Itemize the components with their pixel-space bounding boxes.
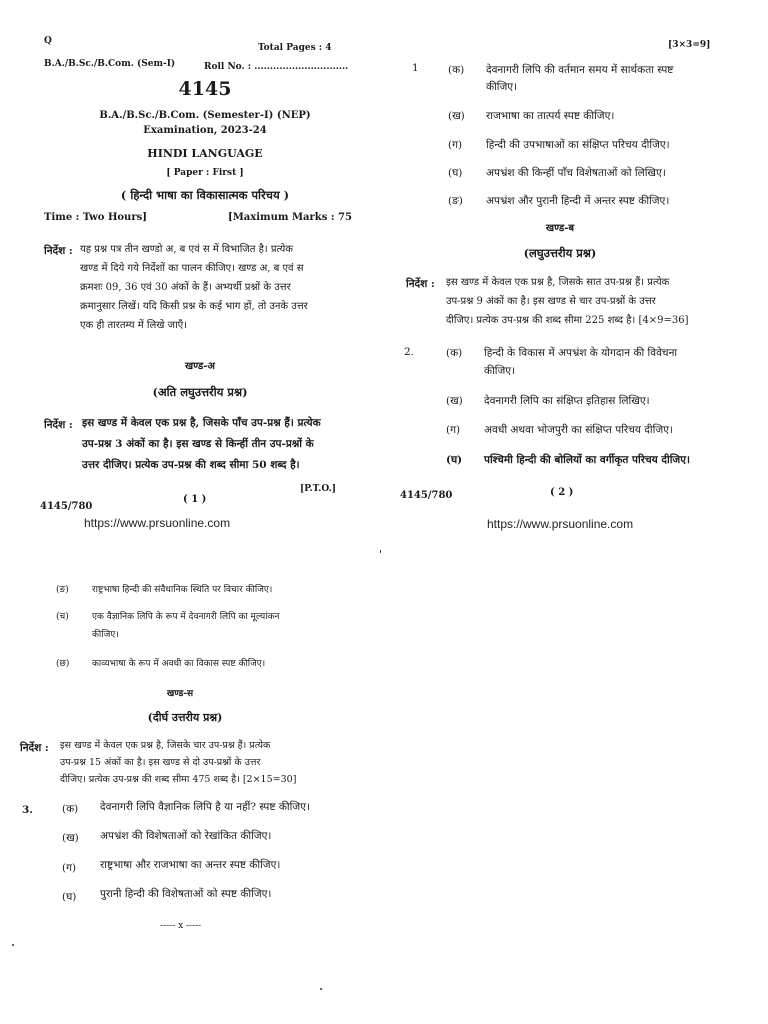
q2-item-text: देवनागरी लिपि का संक्षिप्त इतिहास लिखिए। xyxy=(484,395,650,407)
instruction-line: क्रमानुसार लिखें। यदि किसी प्रश्न के कई भाग हों, तो उनके उत्तर xyxy=(80,301,308,312)
end-of-paper-mark: ----- x ----- xyxy=(160,921,202,931)
section-b-instructions xyxy=(446,273,688,330)
instruction-line: इस खण्ड में केवल एक प्रश्न है, जिसके पाँच उप-प्रश्न हैं। प्रत्येक xyxy=(82,417,321,429)
scan-speck xyxy=(380,550,381,553)
pto-mark: [P.T.O.] xyxy=(300,484,337,494)
section-b-heading: खण्ड-ब xyxy=(545,223,575,234)
page-2-url: https://www.prsuonline.com xyxy=(487,517,634,531)
page-1-url: https://www.prsuonline.com xyxy=(84,516,231,530)
section-c-instruction-label: निर्देश : xyxy=(20,742,49,754)
question-2-number: 2. xyxy=(404,346,415,358)
general-instructions xyxy=(80,240,308,335)
section-c-subheading: (दीर्घ उत्तरीय प्रश्न) xyxy=(147,711,223,724)
q2-item-text: कीजिए। xyxy=(484,365,516,377)
q1-item-text: कीजिए। xyxy=(486,81,518,93)
paper-title: ( हिन्दी भाषा का विकासात्मक परिचय ) xyxy=(120,188,290,202)
q2-item-text: राष्ट्रभाषा हिन्दी की संवैधानिक स्थिति पर विचार कीजिए। xyxy=(92,585,273,595)
q3-item-text: देवनागरी लिपि वैज्ञानिक लिपि है या नहीं? स्पष्ट कीजिए। xyxy=(100,801,310,813)
instruction-line: दीजिए। प्रत्येक उप-प्रश्न की शब्द सीमा 475 शब्द है। [2×15=30] xyxy=(60,774,297,785)
page-2-code: 4145/780 xyxy=(400,490,453,501)
q3-item-label-gha: (घ) xyxy=(62,891,77,903)
q3-item-text: अपभ्रंश की विशेषताओं को रेखांकित कीजिए। xyxy=(100,830,272,842)
paper-number: [ Paper : First ] xyxy=(166,168,244,178)
section-a-marks: [3×3=9] xyxy=(668,40,711,50)
paper-code: 4145 xyxy=(178,78,232,100)
q1-item-label-gha: (घ) xyxy=(448,167,463,179)
instruction-line: क्रमशः 09, 36 एवं 30 अंकों के हैं। अभ्यर्थी प्रश्नों के उत्तर xyxy=(80,282,291,293)
page-number-2: ( 2 ) xyxy=(550,487,574,498)
instruction-label: निर्देश : xyxy=(44,245,73,257)
section-b-subheading: (लघुउत्तरीय प्रश्न) xyxy=(523,246,597,260)
instruction-line: यह प्रश्न पत्र तीन खण्डो अ, ब एवं स में विभाजित है। प्रत्येक xyxy=(80,244,293,255)
q1-item-label-ka: (क) xyxy=(448,64,465,76)
q1-item-text: देवनागरी लिपि की वर्तमान समय में सार्थकता स्पष्ट xyxy=(486,64,674,76)
q3-item-text: पुरानी हिन्दी की विशेषताओं को स्पष्ट कीजिए। xyxy=(100,888,272,900)
roll-number: Roll No. : .............................. xyxy=(204,62,349,72)
q2-item-text: कीजिए। xyxy=(92,630,119,640)
q2-item-text: अवधी अथवा भोजपुरी का संक्षिप्त परिचय दीजिए। xyxy=(484,424,673,436)
section-a-heading: खण्ड-अ xyxy=(184,361,216,372)
q2-item-text: हिन्दी के विकास में अपभ्रंश के योगदान की विवेचना xyxy=(484,347,678,359)
maximum-marks: [Maximum Marks : 75 xyxy=(228,212,352,223)
instruction-line: दीजिए। प्रत्येक उप-प्रश्न की शब्द सीमा 225 शब्द है। [4×9=36] xyxy=(446,315,689,326)
q2-item-text: काव्यभाषा के रूप में अवधी का विकास स्पष्ट कीजिए। xyxy=(92,659,266,669)
q1-item-label-kha: (ख) xyxy=(448,110,465,122)
instruction-line: उप-प्रश्न 15 अंकों का है। इस खण्ड से दो उप-प्रश्नों के उत्तर xyxy=(60,757,261,768)
q2-item-label-kha: (ख) xyxy=(446,395,463,407)
section-c-heading: खण्ड-स xyxy=(166,689,194,699)
section-a-subheading: (अति लघुउत्तरीय प्रश्न) xyxy=(152,385,248,399)
q2-item-label-ga: (ग) xyxy=(446,424,461,436)
instruction-line: उप-प्रश्न 3 अंकों का है। इस खण्ड से किन्हीं तीन उप-प्रश्नों के xyxy=(82,438,314,450)
q2-item-label-cha: (च) xyxy=(56,612,69,622)
total-pages: Total Pages : 4 xyxy=(258,43,332,53)
q2-item-label-chha: (छ) xyxy=(56,659,70,669)
instruction-line: एक ही तारतम्य में लिखे जाएँ। xyxy=(80,320,187,331)
q1-item-text: हिन्दी की उपभाषाओं का संक्षिप्त परिचय दीजिए। xyxy=(486,139,670,151)
instruction-line: उत्तर दीजिए। प्रत्येक उप-प्रश्न की शब्द सीमा 50 शब्द है। xyxy=(82,459,300,471)
q1-item-label-nga: (ङ) xyxy=(448,195,463,207)
section-a-instruction-label: निर्देश : xyxy=(44,419,73,431)
section-b-instruction-label: निर्देश : xyxy=(406,278,435,290)
q1-item-text: अपभ्रंश और पुरानी हिन्दी में अन्तर स्पष्ट कीजिए। xyxy=(486,195,670,207)
course-line: B.A./B.Sc./B.Com. (Sem-I) xyxy=(44,59,176,69)
subject-title: HINDI LANGUAGE xyxy=(147,147,263,160)
q3-item-label-ka: (क) xyxy=(62,803,79,815)
instruction-line: उप-प्रश्न 9 अंकों का है। इस खण्ड से चार उप-प्रश्नों के उत्तर xyxy=(446,296,656,307)
q1-item-text: अपभ्रंश की किन्हीं पाँच विशेषताओं को लिखिए। xyxy=(486,167,666,179)
instruction-line: इस खण्ड में केवल एक प्रश्न है, जिसके सात उप-प्रश्न हैं। प्रत्येक xyxy=(446,277,670,288)
page-number-1: ( 1 ) xyxy=(183,494,207,505)
page-1-code: 4145/780 xyxy=(40,501,93,512)
exam-year: Examination, 2023-24 xyxy=(143,125,267,136)
q2-item-label-ka: (क) xyxy=(446,347,463,359)
section-a-instructions xyxy=(82,413,321,476)
q3-item-label-kha: (ख) xyxy=(62,832,79,844)
course-full: B.A./B.Sc./B.Com. (Semester-I) (NEP) xyxy=(99,110,311,121)
q1-item-text: राजभाषा का तात्पर्य स्पष्ट कीजिए। xyxy=(486,110,615,122)
q2-item-label-nga: (ङ) xyxy=(56,585,69,595)
q2-item-label-gha: (घ) xyxy=(446,454,463,466)
q2-item-text: पश्चिमी हिन्दी की बोलियों का वर्गीकृत परिचय दीजिए। xyxy=(484,454,691,466)
q3-item-label-ga: (ग) xyxy=(62,862,77,874)
time-allowed: Time : Two Hours] xyxy=(44,212,147,223)
instruction-line: इस खण्ड में केवल एक प्रश्न है, जिसके चार उप-प्रश्न हैं। प्रत्येक xyxy=(60,740,271,751)
q1-item-label-ga: (ग) xyxy=(448,139,463,151)
question-3-number: 3. xyxy=(22,804,33,816)
section-c-instructions xyxy=(60,737,296,788)
scan-speck xyxy=(12,944,14,946)
q-mark: Q xyxy=(44,36,52,46)
q2-item-text: एक वैज्ञानिक लिपि के रूप में देवनागरी लिपि का मूल्यांकन xyxy=(92,612,280,622)
scan-speck xyxy=(320,988,322,990)
q3-item-text: राष्ट्रभाषा और राजभाषा का अन्तर स्पष्ट कीजिए। xyxy=(100,859,281,871)
instruction-line: खण्ड में दिये गये निर्देशों का पालन कीजिए। खण्ड अ, ब एवं स xyxy=(80,263,304,274)
question-1-number: 1 xyxy=(412,62,419,74)
